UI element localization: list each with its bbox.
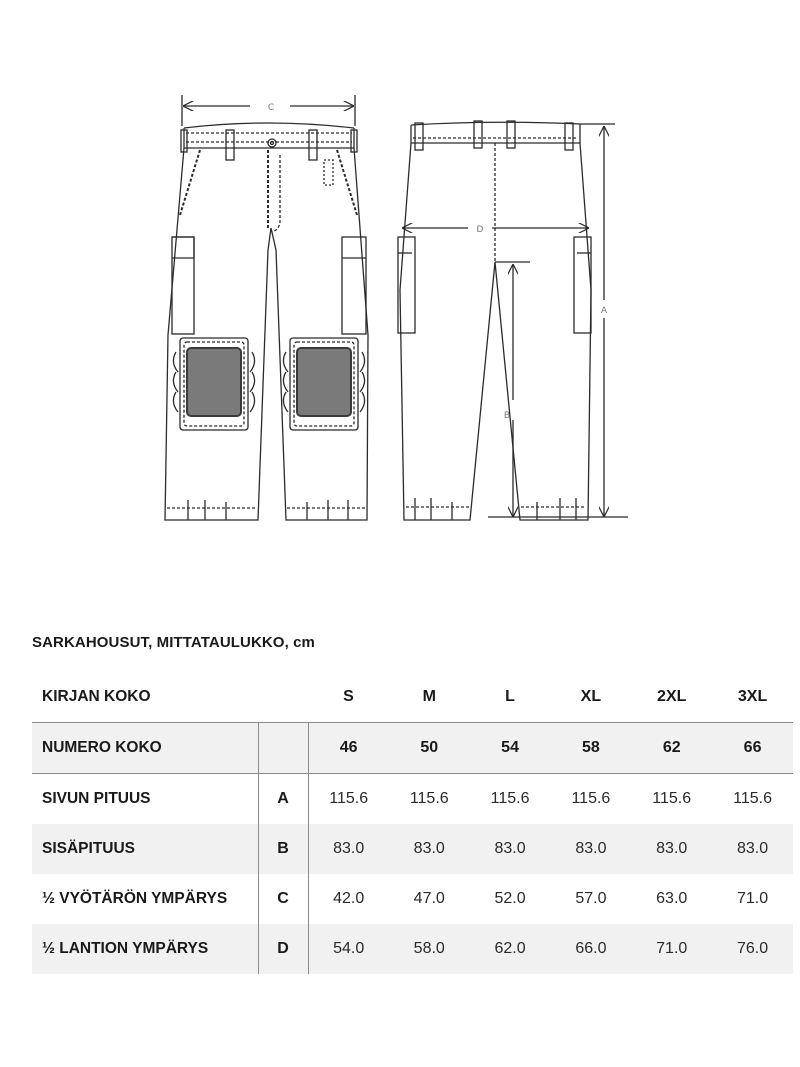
dimension-b [495,262,530,516]
size-chart-title: SARKAHOUSUT, MITTATAULUKKO, cm [32,634,315,651]
table-row [32,874,793,924]
value-cell: 115.6 [329,790,369,807]
row-label: NUMERO KOKO [32,723,258,774]
size-header: 3XL [737,688,768,705]
value-cell: 115.6 [733,790,772,807]
value-cell: 83.0 [712,824,793,874]
number-size-cell: 50 [389,723,470,774]
value-cell: 58.0 [389,924,470,974]
number-size-cell: 58 [550,723,631,774]
size-header: L [505,688,515,705]
number-size-cell: 46 [308,723,389,774]
dimension-a [580,124,615,516]
size-header: XL [580,688,602,705]
value-cell: 83.0 [308,824,389,874]
number-size-cell: 54 [470,723,551,774]
header-label: KIRJAN KOKO [42,688,151,705]
number-size-row [32,723,793,774]
row-letter: C [258,874,308,924]
value-cell: 115.6 [409,790,449,807]
dimension-c [182,95,355,126]
knee-pad-left [173,338,254,430]
size-header: S [343,688,354,705]
row-letter: B [258,824,308,874]
row-label: ½ VYÖTÄRÖN YMPÄRYS [32,874,258,924]
value-cell: 57.0 [575,890,607,907]
row-letter [258,723,308,774]
value-cell: 71.0 [631,924,712,974]
value-cell: 52.0 [494,890,526,907]
header-letter-cell [258,672,308,723]
size-header: M [422,688,436,705]
row-label: SIVUN PITUUS [32,774,258,825]
table-row [32,824,793,874]
value-cell: 115.6 [652,790,692,807]
size-header: 2XL [657,688,687,705]
value-cell: 83.0 [389,824,470,874]
value-cell: 42.0 [333,890,365,907]
value-cell: 115.6 [571,790,611,807]
value-cell: 71.0 [737,890,769,907]
table-row [32,774,793,825]
value-cell: 83.0 [470,824,551,874]
row-label: SISÄPITUUS [32,824,258,874]
header-row [32,672,793,723]
value-cell: 83.0 [550,824,631,874]
number-size-cell: 62 [631,723,712,774]
size-chart-table [32,672,793,974]
back-view [398,121,628,520]
dimension-label-a: A [600,306,608,316]
value-cell: 83.0 [631,824,712,874]
value-cell: 66.0 [550,924,631,974]
value-cell: 115.6 [490,790,530,807]
value-cell: 54.0 [308,924,389,974]
dimension-label-b: B [503,411,511,421]
value-cell: 47.0 [413,890,445,907]
row-letter: A [258,774,308,825]
number-size-cell: 66 [712,723,793,774]
value-cell: 76.0 [712,924,793,974]
row-label: ½ LANTION YMPÄRYS [32,924,258,974]
dimension-label-c: C [267,103,275,113]
value-cell: 63.0 [656,890,688,907]
front-view [165,95,368,520]
knee-pad-right [283,338,364,430]
row-letter: D [258,924,308,974]
table-row [32,924,793,974]
value-cell: 62.0 [470,924,551,974]
dimension-label-d: D [476,225,484,235]
